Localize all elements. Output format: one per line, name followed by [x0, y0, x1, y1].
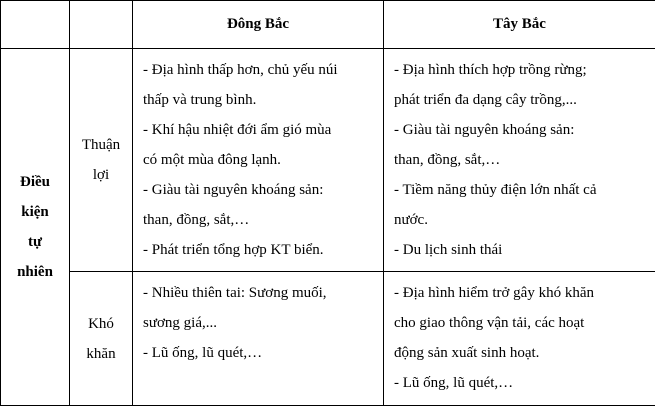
label-line: Thuận — [81, 137, 121, 153]
text-line: - Phát triển tổng hợp KT biển. — [143, 242, 324, 258]
label-line: khăn — [86, 345, 116, 362]
label-thuan-loi — [70, 49, 133, 272]
text-line: - Địa hình hiểm trở gây khó khăn — [394, 285, 594, 301]
text-line: có một mùa đông lạnh. — [143, 152, 281, 168]
label-line: Khó — [88, 315, 114, 332]
category-line: tự — [28, 234, 42, 250]
cell-kho-khan-dong-bac — [133, 272, 384, 406]
text-line: - Lũ ống, lũ quét,… — [394, 375, 514, 391]
text-line: - Khí hậu nhiệt đới ẩm gió mùa — [143, 122, 332, 138]
cell-kho-khan-tay-bac — [384, 272, 655, 406]
header-empty-2 — [70, 1, 133, 49]
category-line: nhiên — [17, 264, 53, 280]
category-dieu-kien-tu-nhien — [1, 49, 70, 406]
text-line: - Nhiều thiên tai: Sương muối, — [143, 285, 327, 301]
text-line: nước. — [394, 212, 428, 228]
label-kho-khan — [70, 272, 133, 406]
category-line: kiện — [21, 204, 49, 220]
text-line: than, đồng, sắt,… — [394, 152, 501, 168]
header-tay-bac: Tây Bắc — [384, 1, 655, 49]
text-line: than, đồng, sắt,… — [143, 212, 250, 228]
text-line: cho giao thông vận tải, các hoạt — [394, 315, 585, 331]
text-line: sương giá,... — [143, 315, 217, 331]
text-line: thấp và trung bình. — [143, 92, 257, 108]
header-row — [1, 1, 655, 49]
text-line: - Địa hình thấp hơn, chủ yếu núi — [143, 62, 338, 78]
cell-thuan-loi-tay-bac — [384, 49, 655, 272]
row-thuan-loi — [1, 49, 655, 272]
text-line: - Lũ ống, lũ quét,… — [143, 345, 263, 361]
text-line: - Giàu tài nguyên khoáng sản: — [394, 122, 575, 138]
text-line: - Du lịch sinh thái — [394, 242, 503, 258]
cell-thuan-loi-dong-bac — [133, 49, 384, 272]
label-line: lợi — [92, 167, 110, 183]
category-line: Điều — [20, 174, 50, 190]
text-line: - Địa hình thích hợp trồng rừng; — [394, 62, 587, 78]
header-dong-bac: Đông Bắc — [133, 1, 384, 49]
header-empty-1 — [1, 1, 70, 49]
text-line: - Giàu tài nguyên khoáng sản: — [143, 182, 324, 198]
text-line: động sản xuất sinh hoạt. — [394, 345, 540, 361]
text-line: - Tiềm năng thủy điện lớn nhất cả — [394, 182, 597, 198]
row-kho-khan — [1, 272, 655, 406]
text-line: phát triển đa dạng cây trồng,... — [394, 92, 577, 108]
